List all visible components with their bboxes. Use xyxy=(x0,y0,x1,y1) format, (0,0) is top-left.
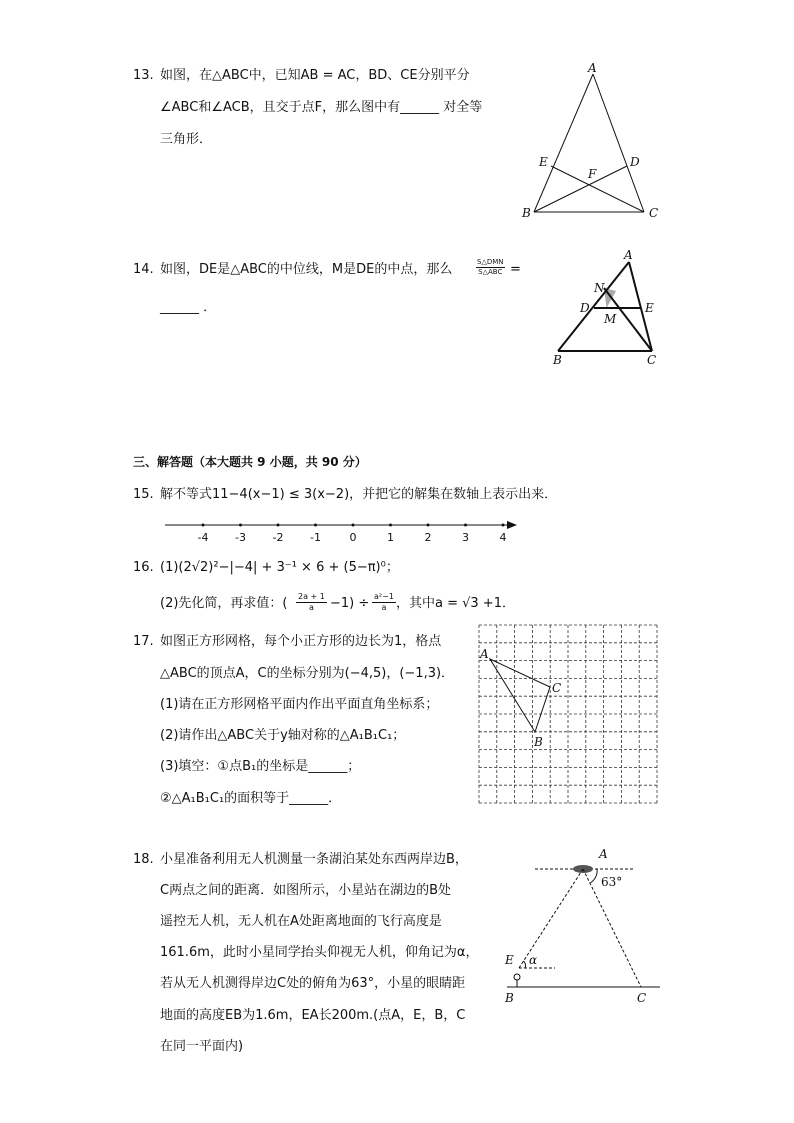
q18-number: 18. xyxy=(133,852,154,867)
q18-label-a: A xyxy=(599,847,608,861)
q14-label-e: E xyxy=(645,301,654,315)
q16-fraction-1 xyxy=(296,592,327,613)
q17-label-c: C xyxy=(552,681,562,695)
q15-number: 15. xyxy=(133,487,154,502)
q17-line4: (2)请作出△ABC关于y轴对称的△A₁B₁C₁； xyxy=(160,728,406,743)
q18-label-63: 63° xyxy=(601,875,623,889)
q17-label-b: B xyxy=(534,735,543,749)
q17-triangle-abc xyxy=(490,659,550,732)
q17-number: 17. xyxy=(133,634,154,649)
q14-label-n: N xyxy=(594,281,605,295)
q15-tick-label: 2 xyxy=(424,531,432,544)
q15-tick-mark xyxy=(314,524,317,527)
q16-fraction-2-denominator: a xyxy=(381,603,387,612)
q18-label-e: E xyxy=(505,953,514,967)
q14-ratio-fraction xyxy=(476,258,505,277)
q15-tick-mark xyxy=(202,524,205,527)
q18-person-icon xyxy=(514,974,520,980)
q18-line2: C两点之间的距离．如图所示，小星站在湖边的B处 xyxy=(160,883,451,898)
q17-grid-figure xyxy=(478,624,660,806)
q15-tick-mark xyxy=(389,524,392,527)
q16-number: 16. xyxy=(133,560,154,575)
q17-line6: ②△A₁B₁C₁的面积等于______． xyxy=(160,791,342,806)
q18-line3: 遥控无人机，无人机在A处距离地面的飞行高度是 xyxy=(160,914,442,929)
q14-number: 14. xyxy=(133,262,154,277)
q15-tick-mark xyxy=(239,524,242,527)
q15-tick-label: -4 xyxy=(197,531,209,544)
q15-axis-arrow xyxy=(507,521,517,529)
q15-tick-label: -3 xyxy=(235,531,246,544)
q15-tick-label: 1 xyxy=(387,531,394,544)
q15-tick-label: -2 xyxy=(272,531,284,544)
q13-line1: 如图，在△ABC中，已知AB = AC，BD、CE分别平分 xyxy=(160,68,470,83)
q16-fraction-1-denominator: a xyxy=(308,603,314,612)
q16-part2-mid: −1) ÷ xyxy=(330,596,370,611)
q15-text: 解不等式11−4(x−1) ≤ 3(x−2)，并把它的解集在数轴上表示出来． xyxy=(160,487,558,502)
q18-line4: 161.6m，此时小星同学抬头仰视无人机，仰角记为α， xyxy=(160,945,479,960)
q14-answer-blank: ______ ． xyxy=(160,300,217,315)
q18-label-alpha: α xyxy=(529,953,538,967)
q15-tick-mark xyxy=(502,524,505,527)
q15-tick-mark xyxy=(464,524,467,527)
q18-drone-figure xyxy=(495,842,665,1007)
q15-tick-mark xyxy=(277,524,280,527)
q18-line7: 在同一平面内) xyxy=(160,1039,244,1054)
q17-line2: △ABC的顶点A，C的坐标分别为(−4,5)，(−1,3)． xyxy=(160,666,455,681)
q13-label-a: A xyxy=(588,61,597,75)
q15-tick-label: 4 xyxy=(499,531,507,544)
q13-label-d: D xyxy=(630,155,640,169)
q14-line1-pre: 如图，DE是△ABC的中位线，M是DE的中点，那么 xyxy=(160,262,453,277)
q14-label-c: C xyxy=(647,353,657,367)
q15-tick-label: 3 xyxy=(462,531,469,544)
q18-label-c: C xyxy=(637,991,647,1005)
q16-fraction-2-numerator: a²−1 xyxy=(374,592,394,601)
q13-triangle-figure xyxy=(510,60,670,225)
q13-label-f: F xyxy=(588,167,597,181)
q13-number: 13. xyxy=(133,68,154,83)
q18-label-b: B xyxy=(505,991,514,1005)
q14-equals: = xyxy=(510,262,521,277)
q15-tick-label: 0 xyxy=(349,531,357,544)
q14-label-b: B xyxy=(553,353,562,367)
q16-fraction-2 xyxy=(372,592,396,613)
q18-line6: 地面的高度EB为1.6m，EA长200m.(点A，E，B，C xyxy=(160,1008,466,1023)
q14-label-m: M xyxy=(604,312,617,326)
q16-part2-pre: (2)先化简，再求值：( xyxy=(160,596,288,611)
q15-tick-mark xyxy=(427,524,430,527)
q17-line3: (1)请在正方形网格平面内作出平面直角坐标系； xyxy=(160,697,439,712)
section-3-title: 三、解答题（本大题共 9 小题，共 90 分） xyxy=(133,455,367,469)
q17-label-a: A xyxy=(480,647,489,661)
q17-line1: 如图正方形网格，每个小正方形的边长为1，格点 xyxy=(160,634,442,649)
q14-ratio-numerator: S△DMN xyxy=(477,258,504,266)
q13-label-e: E xyxy=(539,155,548,169)
q14-label-d: D xyxy=(580,301,590,315)
q14-ratio-denominator: S△ABC xyxy=(478,268,503,276)
q18-angle-alpha-arc xyxy=(524,961,526,968)
q18-line1: 小星准备利用无人机测量一条湖泊某处东西两岸边B， xyxy=(160,852,468,867)
q13-label-c: C xyxy=(649,206,659,220)
q13-label-b: B xyxy=(522,206,531,220)
q15-tick-label: -1 xyxy=(310,531,321,544)
q17-line5: (3)填空：①点B₁的坐标是______； xyxy=(160,759,361,774)
q16-part1: (1)(2√2)²−|−4| + 3⁻¹ × 6 + (5−π)⁰； xyxy=(160,560,399,575)
q15-number-line xyxy=(160,515,525,545)
q13-line2: ∠ABC和∠ACB，且交于点F，那么图中有______ 对全等 xyxy=(160,100,483,115)
q14-triangle-figure xyxy=(545,245,670,370)
q13-segment-bd xyxy=(534,166,627,212)
q13-side-ab xyxy=(534,74,593,212)
q14-label-a: A xyxy=(624,248,633,262)
q13-side-ac xyxy=(593,74,644,212)
q18-line5: 若从无人机测得岸边C处的俯角为63°，小星的眼睛距 xyxy=(160,976,466,991)
q13-line3: 三角形． xyxy=(160,132,213,147)
q16-part2-post: ，其中a = √3 +1． xyxy=(396,596,515,611)
q15-tick-mark xyxy=(352,524,355,527)
q16-fraction-1-numerator: 2a + 1 xyxy=(298,592,325,601)
